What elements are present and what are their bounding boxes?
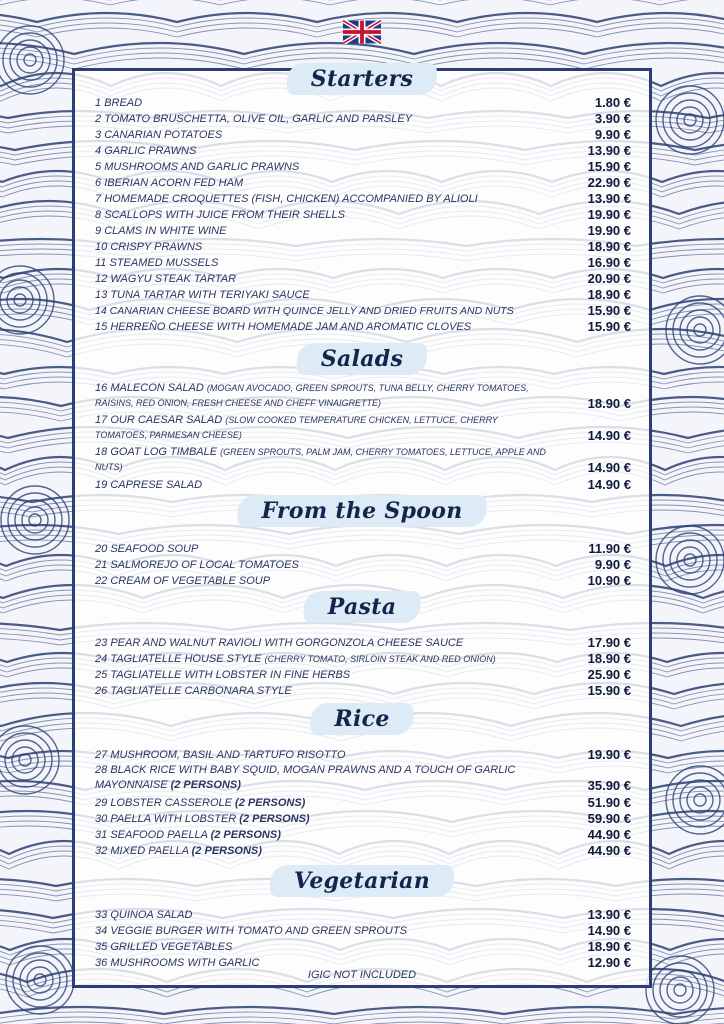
price: 10.90 € [587,573,631,588]
price: 13.90 € [587,907,631,922]
menu-item: 26 TAGLIATELLE CARBONARA STYLE 15.90 € [95,683,631,698]
menu-item: 9 CLAMS IN WHITE WINE 19.90 € [95,223,631,238]
price: 25.90 € [587,667,631,682]
menu-item: 17 OUR CAESAR SALAD (SLOW COOKED TEMPERATURE CHICKEN, LETTUCE, CHERRY TOMATOES, PARMESAN CHEESE) 14.90 € [95,414,631,443]
price: 22.90 € [587,175,631,190]
menu-item: 30 PAELLA WITH LOBSTER (2 PERSONS) 59.90 € [95,811,631,826]
menu-item: 2 TOMATO BRUSCHETTA, OLIVE OIL, GARLIC AND PARSLEY 3.90 € [95,111,631,126]
menu-item: 16 MALECON SALAD (MOGAN AVOCADO, GREEN SPROUTS, TUNA BELLY, CHERRY TOMATOES, RAISINS, RED ONION, FRESH CHEESE AND CHEFF VINAIGRETTE) 18.90 € [95,382,631,411]
price: 19.90 € [587,223,631,238]
menu-panel [72,68,652,988]
price: 9.90 € [594,127,631,142]
price: 9.90 € [594,557,631,572]
menu-item: 6 IBERIAN ACORN FED HAM 22.90 € [95,175,631,190]
price: 18.90 € [587,651,631,666]
uk-flag-icon[interactable] [343,20,381,44]
menu-item: 21 SALMOREJO OF LOCAL TOMATOES 9.90 € [95,557,631,572]
section-title-from-the-spoon: From the Spoon [237,495,486,527]
menu-item: 14 CANARIAN CHEESE BOARD WITH QUINCE JELLY AND DRIED FRUITS AND NUTS 15.90 € [95,303,631,318]
menu-item: 34 VEGGIE BURGER WITH TOMATO AND GREEN SPROUTS 14.90 € [95,923,631,938]
menu-item: 1 BREAD 1.80 € [95,95,631,110]
price: 18.90 € [587,396,631,411]
price: 3.90 € [594,111,631,126]
menu-item: 27 MUSHROOM, BASIL AND TARTUFO RISOTTO 19.90 € [95,747,631,762]
menu-item: 3 CANARIAN POTATOES 9.90 € [95,127,631,142]
price: 59.90 € [587,811,631,826]
menu-item: 12 WAGYU STEAK TARTAR 20.90 € [95,271,631,286]
section-title-vegetarian: Vegetarian [270,865,454,897]
price: 44.90 € [587,843,631,858]
price: 13.90 € [587,143,631,158]
price: 18.90 € [587,239,631,254]
price: 51.90 € [587,795,631,810]
price: 44.90 € [587,827,631,842]
price: 15.90 € [587,303,631,318]
menu-item: 31 SEAFOOD PAELLA (2 PERSONS) 44.90 € [95,827,631,842]
section-title-pasta: Pasta [304,591,421,623]
menu-item: 19 CAPRESE SALAD 14.90 € [95,477,631,492]
price: 15.90 € [587,319,631,334]
menu-item: 33 QUINOA SALAD 13.90 € [95,907,631,922]
menu-item: 4 GARLIC PRAWNS 13.90 € [95,143,631,158]
tax-note: IGIC NOT INCLUDED [307,969,417,981]
price: 14.90 € [587,460,631,475]
menu-item: 7 HOMEMADE CROQUETTES (FISH, CHICKEN) ACCOMPANIED BY ALIOLI 13.90 € [95,191,631,206]
price: 18.90 € [587,939,631,954]
menu-item: 24 TAGLIATELLE HOUSE STYLE (CHERRY TOMATO, SIRLOIN STEAK AND RED ONION) 18.90 € [95,651,631,666]
price: 13.90 € [587,191,631,206]
price: 16.90 € [587,255,631,270]
menu-item: 22 CREAM OF VEGETABLE SOUP 10.90 € [95,573,631,588]
menu-item: 11 STEAMED MUSSELS 16.90 € [95,255,631,270]
menu-item: 10 CRISPY PRAWNS 18.90 € [95,239,631,254]
menu-item: 13 TUNA TARTAR WITH TERIYAKI SAUCE 18.90 € [95,287,631,302]
menu-item: 20 SEAFOOD SOUP 11.90 € [95,541,631,556]
price: 19.90 € [587,747,631,762]
price: 17.90 € [587,635,631,650]
section-title-salads: Salads [297,343,427,375]
price: 14.90 € [587,477,631,492]
price: 1.80 € [594,95,631,110]
menu-item: 35 GRILLED VEGETABLES 18.90 € [95,939,631,954]
menu-item: 8 SCALLOPS WITH JUICE FROM THEIR SHELLS 19.90 € [95,207,631,222]
menu-item: 36 MUSHROOMS WITH GARLIC 12.90 € [95,955,631,970]
price: 19.90 € [587,207,631,222]
price: 15.90 € [587,683,631,698]
menu-item: 18 GOAT LOG TIMBALE (GREEN SPROUTS, PALM JAM, CHERRY TOMATOES, LETTUCE, APPLE AND NUTS) 14.90 € [95,446,631,475]
menu-item: 29 LOBSTER CASSEROLE (2 PERSONS) 51.90 € [95,795,631,810]
price: 14.90 € [587,923,631,938]
menu-item: 23 PEAR AND WALNUT RAVIOLI WITH GORGONZOLA CHEESE SAUCE 17.90 € [95,635,631,650]
price: 14.90 € [587,428,631,443]
menu-item: 28 BLACK RICE WITH BABY SQUID, MOGAN PRAWNS AND A TOUCH OF GARLIC MAYONNAISE (2 PERSONS) 35.90 € [95,764,631,793]
price: 12.90 € [587,955,631,970]
price: 35.90 € [587,778,631,793]
price: 11.90 € [588,541,631,556]
menu-item: 25 TAGLIATELLE WITH LOBSTER IN FINE HERBS 25.90 € [95,667,631,682]
section-title-rice: Rice [310,703,413,735]
price: 15.90 € [587,159,631,174]
menu-item: 5 MUSHROOMS AND GARLIC PRAWNS 15.90 € [95,159,631,174]
menu-item: 32 MIXED PAELLA (2 PERSONS) 44.90 € [95,843,631,858]
price: 20.90 € [587,271,631,286]
menu-item: 15 HERREÑO CHEESE WITH HOMEMADE JAM AND AROMATIC CLOVES 15.90 € [95,319,631,334]
section-title-starters: Starters [287,63,437,95]
price: 18.90 € [587,287,631,302]
